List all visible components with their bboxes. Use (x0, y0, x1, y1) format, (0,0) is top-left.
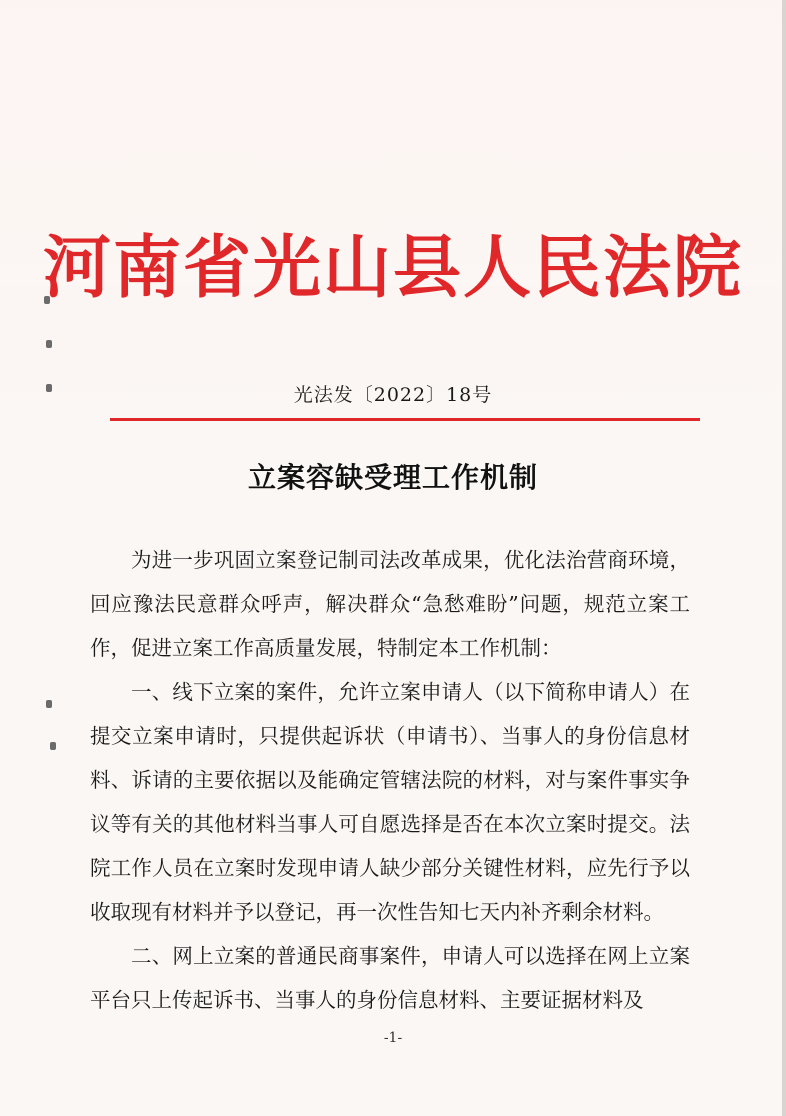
scan-edge (782, 0, 786, 1116)
document-number: 光法发〔2022〕18号 (293, 384, 493, 406)
body-paragraph: 为进一步巩固立案登记制司法改革成果，优化法治营商环境，回应豫法民意群众呼声，解决群众“急愁难盼”问题，规范立案工作，促进立案工作高质量发展，特制定本工作机制： (90, 548, 690, 660)
body-paragraph: 二、网上立案的普通民商事案件，申请人可以选择在网上立案平台只上传起诉书、当事人的身份信息材料、主要证据材料及 (90, 944, 690, 1012)
document-body (90, 538, 690, 1022)
document-title: 立案容缺受理工作机制 (247, 461, 538, 494)
binding-hole-mark (46, 340, 52, 348)
issuing-organization-header: 河南省光山县人民法院 (42, 228, 743, 308)
binding-hole-mark (46, 700, 52, 708)
binding-hole-mark (50, 742, 56, 750)
red-separator-line (110, 418, 700, 421)
page-number: -1- (383, 1030, 403, 1046)
body-paragraph: 一、线下立案的案件，允许立案申请人（以下简称申请人）在提交立案申请时，只提供起诉状（申请书）、当事人的身份信息材料、诉请的主要依据以及能确定管辖法院的材料，对与案件事实争议等有关的其他材料当事人可自愿选择是否在本次立案时提交。法院工作人员在立案时发现申请人缺少部分关键性材料，应先行予以收取现有材料并予以登记，再一次性告知七天内补齐剩余材料。 (90, 680, 690, 924)
